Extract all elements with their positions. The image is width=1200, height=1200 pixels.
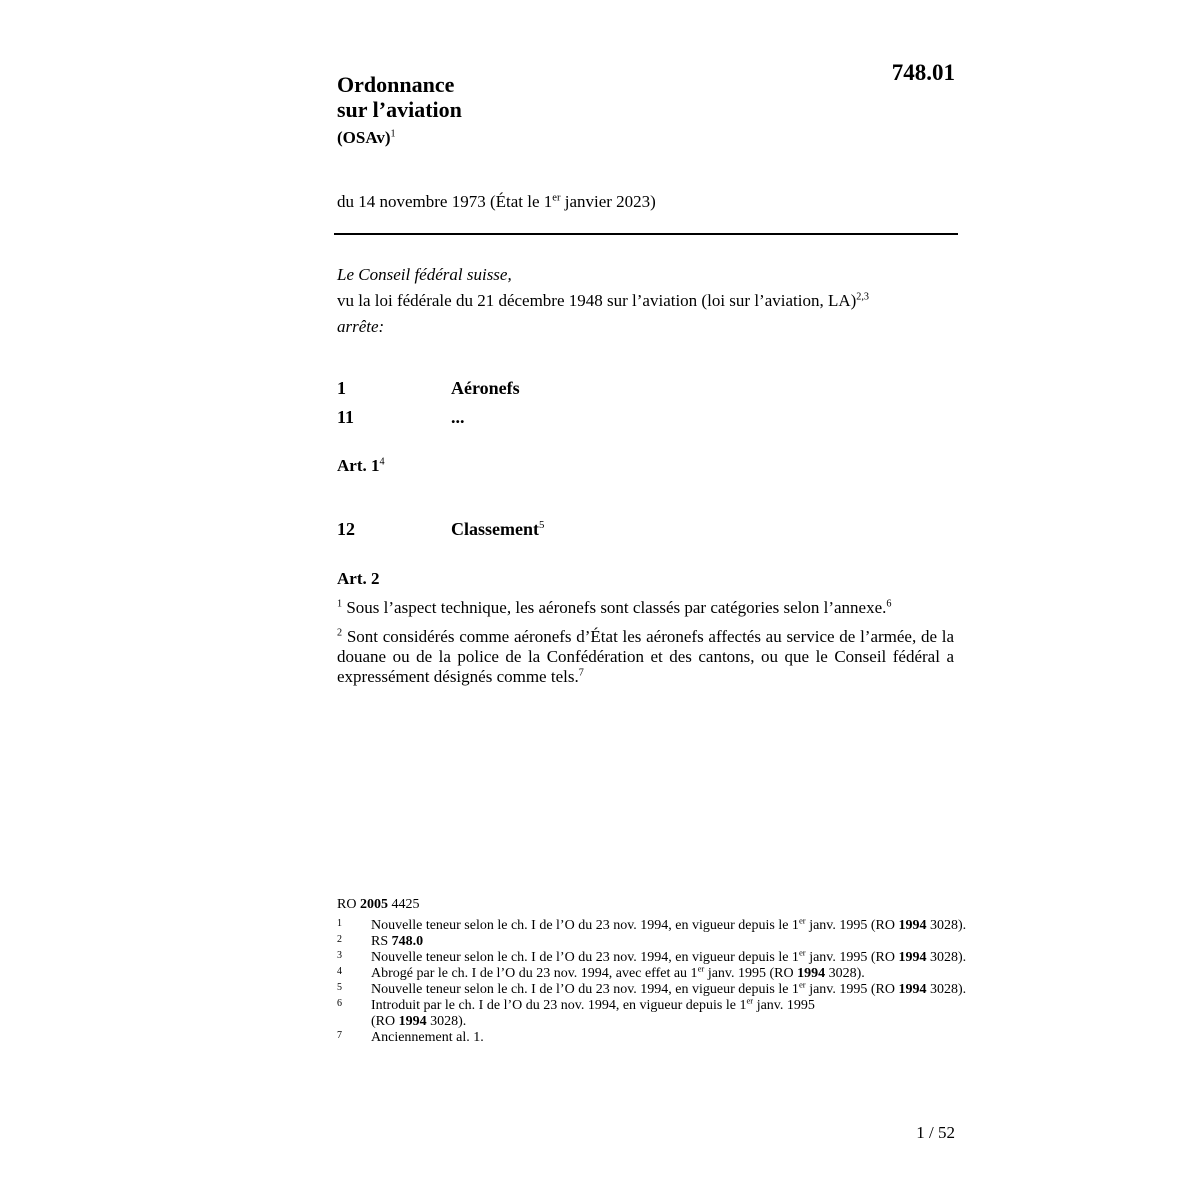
footnote-text-part: Introduit par le ch. I de l’O du 23 nov. 1994, en vigueur depuis le 1 [371,998,747,1013]
section-number: 1 [337,378,346,398]
footnote-text-part: janv. 1995 (RO [704,966,798,981]
footnote-item [337,947,967,966]
footnote-text [371,915,967,934]
date-sup: er [552,192,561,204]
footnote-bold: 748.0 [391,934,424,949]
footnote-text-part: Abrogé par le ch. I de l’O du 23 nov. 1994, avec effet au 1 [371,966,698,981]
title-line-2: sur l’aviation [337,97,462,122]
footnote-text-part: 3028). [926,982,967,997]
document-date [337,192,656,212]
footnote-item [337,934,967,950]
document-title [337,72,462,122]
footnote-text-part: 3028). [926,918,967,933]
footnote-bold: 1994 [898,950,927,965]
section-number: 11 [337,407,355,427]
footnote-text-part: (RO [371,1014,399,1029]
section-title: ... [451,407,465,427]
footnote-ref[interactable]: 6 [886,598,892,610]
ro-year: 2005 [359,897,388,912]
preamble-decree: arrête: [337,317,385,336]
footnote-sup: er [798,979,806,990]
footnote-sup: er [697,963,705,974]
footnote-text [371,947,967,966]
footnote-bold: 1994 [898,982,927,997]
footnote-ref[interactable]: 1 [390,128,396,140]
footnote-text [371,1030,967,1046]
footnote-text [371,934,967,950]
footnote-text-part: 3028). [825,966,865,981]
preamble-basis [337,288,869,314]
section-heading-12 [337,519,544,540]
preamble-authority: Le Conseil fédéral suisse, [337,265,512,284]
preamble-basis-text: vu la loi fédérale du 21 décembre 1948 sur l’aviation (loi sur l’aviation, LA) [337,291,857,310]
footnote-text-part: Nouvelle teneur selon le ch. I de l’O du 23 nov. 1994, en vigueur depuis le 1 [371,982,799,997]
footnote-sup: er [798,947,806,958]
footnote-text-part: janv. 1995 (RO [805,982,899,997]
article-1-heading [337,456,385,476]
footnote-bold: 1994 [898,918,927,933]
footnote-ref[interactable]: 5 [539,519,545,531]
section-title: Aéronefs [451,378,520,398]
page-number: 1 / 52 [916,1123,955,1142]
footnote-number: 7 [337,1030,342,1041]
preamble [337,262,869,340]
footnote-number: 2 [337,934,342,945]
ro-page: 4425 [387,897,420,912]
footnote-sup: er [746,995,754,1006]
footnote-bold: 1994 [398,1014,427,1029]
date-prefix: du 14 novembre 1973 (État le 1 [337,192,553,211]
article-2-heading: Art. 2 [337,569,380,588]
footnote-text [371,963,967,982]
paragraph-number: 2 [337,627,343,639]
paragraph-number: 1 [337,598,343,610]
footnote-text-part: 3028). [926,950,967,965]
article-label: Art. 1 [337,456,380,475]
footnote-item [337,995,967,1030]
footnote-number: 3 [337,950,342,961]
footnote-item [337,963,967,982]
footnote-item [337,915,967,934]
section-heading-11 [337,407,465,428]
footnote-text-part: Nouvelle teneur selon le ch. I de l’O du 23 nov. 1994, en vigueur depuis le 1 [371,918,799,933]
footnote-text-part: Anciennement al. 1. [371,1030,484,1045]
footnote-text-part: janv. 1995 (RO [805,950,899,965]
footnote-ref[interactable]: 4 [379,456,385,468]
footnote-text-part: janv. 1995 [753,998,815,1013]
footnote-item [337,979,967,998]
footnote-number: 6 [337,998,342,1009]
section-heading-1 [337,378,520,399]
section-title: Classement [451,519,539,539]
footnote-sup: er [798,915,806,926]
document-abbreviation [337,128,396,148]
document-number: 748.01 [891,60,955,85]
section-number: 12 [337,519,355,539]
footnote-text-part: 3028). [426,1014,467,1029]
footnote-number: 4 [337,966,342,977]
footnote-text [371,979,967,998]
footnote-ref[interactable]: 2,3 [856,291,870,303]
footnote-number: 1 [337,918,342,929]
date-suffix: janvier 2023) [560,192,656,211]
abbreviation-text: (OSAv) [337,128,391,147]
footnote-text-part: Nouvelle teneur selon le ch. I de l’O du 23 nov. 1994, en vigueur depuis le 1 [371,950,799,965]
footnote-item [337,1030,967,1046]
paragraph-text: Sous l’aspect technique, les aéronefs sont classés par catégories selon l’annexe. [342,598,887,617]
footnote-number: 5 [337,982,342,993]
footnotes [337,915,967,1046]
title-line-1: Ordonnance [337,72,455,97]
footnote-text-part: janv. 1995 (RO [805,918,899,933]
paragraph-text: Sont considérés comme aéronefs d’État les aéronefs affectés au service de l’armée, de la douane ou de la police de la Confédération et des cantons, ou que le Conseil fédéral a expressément désignés comme tels. [337,627,954,686]
article-2-paragraph-1 [337,598,954,618]
footnote-text-part: RS [371,934,392,949]
official-collection-reference [337,897,419,913]
footnote-text [371,995,967,1030]
footnote-bold: 1994 [797,966,826,981]
article-2-paragraph-2 [337,627,954,687]
header-divider [334,233,958,235]
ro-prefix: RO [337,897,360,912]
footnote-ref[interactable]: 7 [578,667,584,679]
